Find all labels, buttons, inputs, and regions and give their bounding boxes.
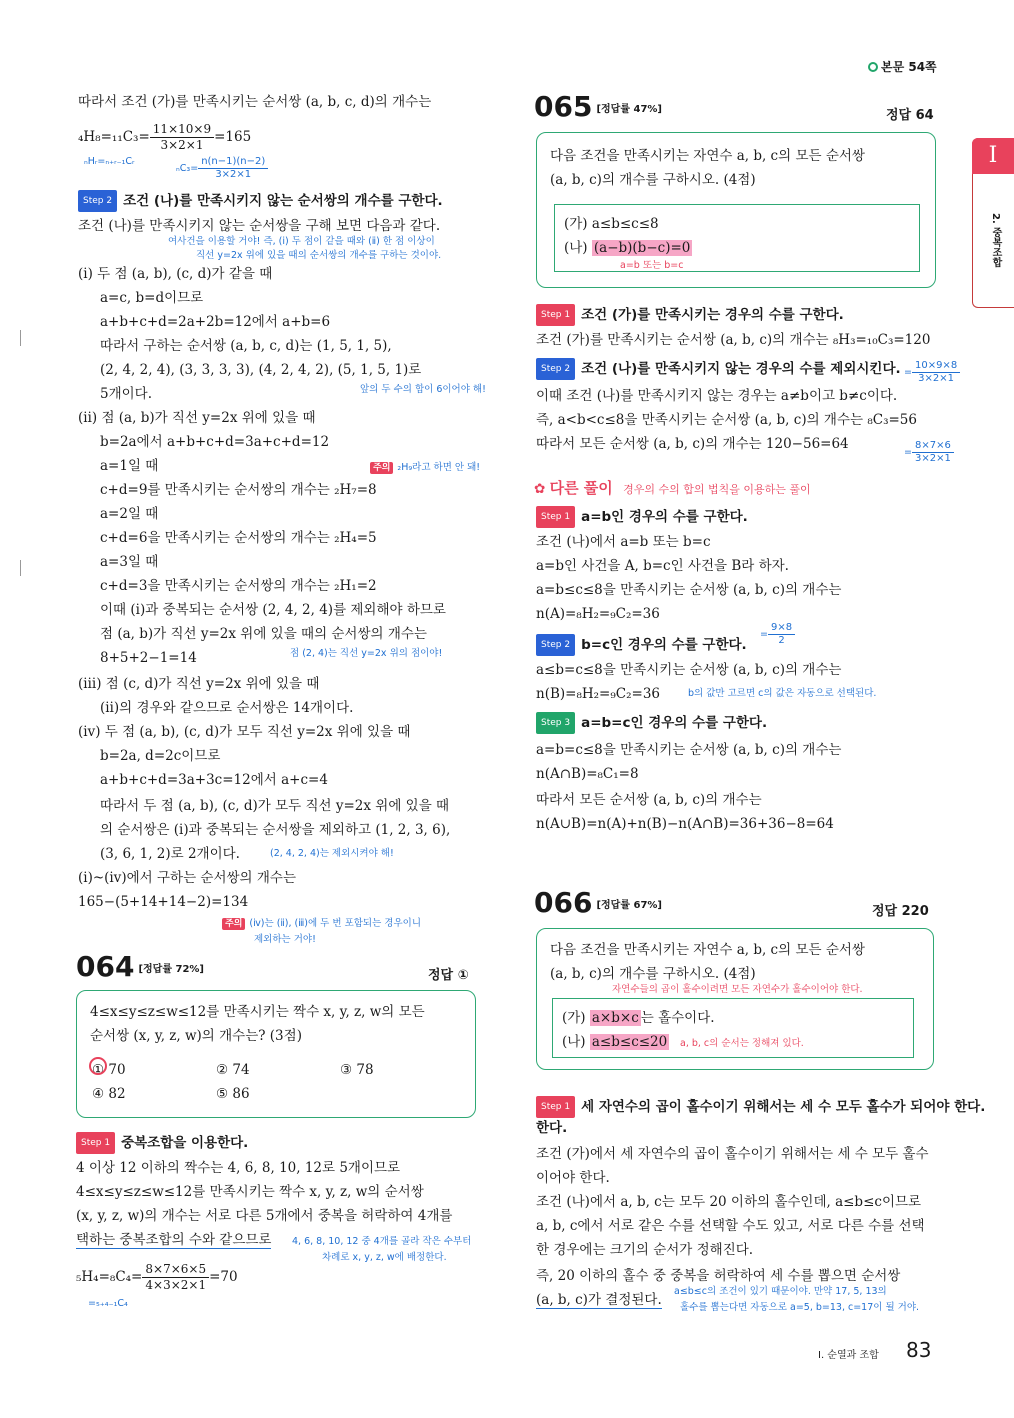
step-badge: Step 3 — [536, 712, 575, 734]
choice-4[interactable] — [92, 1084, 126, 1104]
annotation: 앞의 두 수의 합이 6이어야 해! — [360, 384, 486, 395]
step-badge: Step 2 — [78, 190, 117, 212]
fraction-numerator: 10×9×8 — [912, 360, 960, 373]
annotation: a, b, c의 순서는 정해져 있다. — [680, 1038, 804, 1049]
formula-line — [78, 122, 251, 153]
question-line: 다음 조건을 만족시키는 자연수 a, b, c의 모든 순서쌍 — [550, 942, 865, 958]
choice-text: ⑤ 86 — [216, 1086, 250, 1102]
step-title: 조건 (가)를 만족시키는 경우의 수를 구한다. — [581, 307, 844, 323]
binding-mark — [20, 560, 21, 576]
problem-number-text: 066 — [534, 886, 593, 919]
formula-lhs: ₅H₄=₈C₄= — [76, 1269, 143, 1285]
accuracy-rate: [정답률 72%] — [138, 964, 204, 975]
step-badge: Step 1 — [536, 1096, 575, 1118]
annotation: 직선 y=2x 위에 있을 때의 순서쌍의 개수를 구하는 것이야. — [196, 250, 442, 261]
answer-label: 정답 220 — [872, 904, 929, 919]
text-line: a=b인 사건을 A, b=c인 사건을 B라 하자. — [536, 558, 789, 574]
text-line: 따라서 조건 (가)를 만족시키는 순서쌍 (a, b, c, d)의 개수는 — [78, 94, 432, 110]
text-line: 4 이상 12 이하의 짝수는 4, 6, 8, 10, 12로 5개이므로 — [76, 1160, 401, 1176]
text-line: 조건 (나)에서 a, b, c는 모두 20 이하의 홀수인데, a≤b≤c이므로 — [536, 1194, 922, 1210]
page-number: 83 — [906, 1338, 932, 1362]
condition-suffix: 는 홀수이다. — [640, 1010, 715, 1026]
problem-number-text: 065 — [534, 90, 593, 123]
text-line: 따라서 구하는 순서쌍 (a, b, c, d)는 (1, 5, 1, 5), — [100, 338, 392, 354]
text-line: 즉, 20 이하의 홀수 중 중복을 허락하여 세 수를 뽑으면 순서쌍 — [536, 1268, 901, 1284]
fraction-denominator: 3×2×1 — [160, 138, 204, 152]
formula-rhs: =165 — [214, 129, 252, 145]
formula-annotation — [176, 156, 268, 181]
text-line: a=2일 때 — [100, 506, 159, 522]
text-line: n(A)=₈H₂=₉C₂=36 — [536, 606, 660, 622]
accuracy-rate: [정답률 67%] — [596, 900, 662, 911]
text-line: a=1일 때 — [100, 458, 159, 474]
text-line: 8+5+2−1=14 — [100, 650, 197, 666]
text-line: a=3일 때 — [100, 554, 159, 570]
text-line: (3, 6, 1, 2)로 2개이다. — [100, 846, 240, 862]
flower-icon: ✿ — [534, 481, 546, 497]
fraction — [912, 360, 960, 385]
answer-label: 정답 64 — [886, 108, 934, 123]
chapter-tab-numeral: I — [972, 138, 1014, 174]
step-heading — [536, 634, 747, 656]
text-line: (ⅰ) 두 점 (a, b), (c, d)가 같을 때 — [78, 266, 273, 282]
fraction-numerator: 11×10×9 — [150, 122, 214, 138]
fraction — [912, 440, 954, 465]
text-line: c+d=3을 만족시키는 순서쌍의 개수는 ₂H₁=2 — [100, 578, 377, 594]
binding-mark — [20, 330, 21, 346]
choice-text: ③ 78 — [340, 1062, 374, 1078]
fraction-denominator: 3×2×1 — [914, 453, 951, 464]
condition-line — [564, 238, 692, 258]
condition-prefix: (가) — [562, 1010, 590, 1026]
choice-5[interactable] — [216, 1084, 250, 1104]
page-reference — [868, 58, 937, 75]
alternate-title: 다른 풀이 — [549, 479, 613, 497]
formula-rhs: =70 — [209, 1269, 238, 1285]
formula-annotation: =₅₊₄₋₁C₄ — [88, 1298, 128, 1309]
annotation-text: (ⅳ)는 (ⅱ), (ⅲ)에 두 번 포함되는 경우이니 — [249, 918, 422, 929]
fraction-denominator: 2 — [778, 635, 785, 646]
annotation: (2, 4, 2, 4)는 제외시켜야 해! — [270, 848, 394, 859]
warning-badge: 주의 — [370, 462, 393, 474]
text-line: 조건 (가)에서 세 자연수의 곱이 홀수이기 위해서는 세 수 모두 홀수 — [536, 1146, 929, 1162]
step-heading — [536, 304, 844, 326]
footer-chapter: Ⅰ. 순열과 조합 — [818, 1350, 879, 1361]
condition-prefix: (나) — [564, 240, 592, 256]
text-line: a, b, c에서 서로 같은 수를 선택할 수도 있고, 서로 다른 수를 선택 — [536, 1218, 925, 1234]
condition-prefix: (나) — [562, 1034, 590, 1050]
fraction — [150, 122, 214, 153]
text-line: a≤b=c≤8을 만족시키는 순서쌍 (a, b, c)의 개수는 — [536, 662, 842, 678]
step-badge: Step 1 — [536, 506, 575, 528]
problem-number — [76, 952, 204, 985]
question-line: (a, b, c)의 개수를 구하시오. (4점) — [550, 172, 756, 188]
text-line: 5개이다. — [100, 386, 153, 402]
text-line: n(B)=₈H₂=₉C₂=36 — [536, 686, 661, 702]
highlighted-text: a≤b≤c≤20 — [591, 1034, 668, 1050]
text-line: n(A∩B)=₈C₁=8 — [536, 766, 639, 782]
highlighted-text: a×b×c — [591, 1010, 639, 1026]
underlined-text: (a, b, c)가 결정된다. — [536, 1292, 662, 1308]
choice-text: ② 74 — [216, 1062, 250, 1078]
text-line: b=2a, d=2c이므로 — [100, 748, 221, 764]
formula-annotation: = $\frac{8\times 7\times 6}{3\times 2\times 1}$ — [904, 440, 954, 465]
problem-number-text: 064 — [76, 950, 135, 983]
step-heading — [536, 506, 748, 528]
check-mark-icon — [89, 1057, 107, 1075]
text-line: 따라서 모든 순서쌍 (a, b, c)의 개수는 — [536, 792, 762, 808]
choice-3[interactable] — [340, 1060, 374, 1080]
choice-2[interactable] — [216, 1060, 250, 1080]
fraction-denominator: 3×2×1 — [918, 373, 954, 384]
formula-annotation: ₙHᵣ=ₙ₊ᵣ₋₁Cᵣ — [84, 156, 135, 167]
annotation: 자연수들의 곱이 홀수이려면 모든 자연수가 홀수이어야 한다. — [612, 984, 863, 995]
text-line: 따라서 모든 순서쌍 (a, b, c)의 개수는 120−56=64 — [536, 436, 849, 452]
text-line: 이때 조건 (나)를 만족시키지 않는 경우는 a≠b이고 b≠c이다. — [536, 388, 898, 404]
step-heading — [536, 358, 901, 380]
fraction-denominator: 4×3×2×1 — [145, 1278, 207, 1292]
fraction-numerator: 9×8 — [768, 622, 795, 635]
text-line: 조건 (나)에서 a=b 또는 b=c — [536, 534, 711, 550]
text-line: 이때 (ⅰ)과 중복되는 순서쌍 (2, 4, 2, 4)를 제외해야 하므로 — [100, 602, 446, 618]
step-heading — [536, 712, 767, 734]
circle-icon — [868, 62, 878, 72]
fraction — [768, 622, 795, 647]
text-line: a+b+c+d=3a+3c=12에서 a+c=4 — [100, 772, 328, 788]
highlighted-text: (a−b)(b−c)=0 — [593, 240, 691, 256]
condition-line — [562, 1032, 669, 1052]
formula-annotation: = $\frac{10\times 9\times 8}{3\times 2\times 1}$ — [904, 360, 960, 385]
annotation: 여사건을 이용할 거야! 즉, (ⅰ) 두 점이 같을 때와 (ⅱ) 한 점 이상이 — [168, 236, 435, 247]
alternate-solution-heading — [534, 478, 811, 500]
text-line: (ⅰ)~(ⅳ)에서 구하는 순서쌍의 개수는 — [78, 870, 297, 886]
text-line: n(A∪B)=n(A)+n(B)−n(A∩B)=36+36−8=64 — [536, 816, 834, 832]
annotation: b의 값만 고르면 c의 값은 자동으로 선택된다. — [688, 688, 877, 699]
page-reference-text: 본문 54쪽 — [881, 60, 937, 74]
text-line: c+d=6을 만족시키는 순서쌍의 개수는 ₂H₄=5 — [100, 530, 377, 546]
step-heading — [78, 190, 443, 212]
question-line: 다음 조건을 만족시키는 자연수 a, b, c의 모든 순서쌍 — [550, 148, 865, 164]
text-line — [76, 1230, 271, 1250]
step-heading — [76, 1132, 248, 1154]
warning-annotation — [222, 918, 421, 930]
step-title: 조건 (나)를 만족시키지 않는 경우의 수를 제외시킨다. — [581, 361, 901, 377]
problem-number — [534, 888, 662, 921]
text-line: a+b+c+d=2a+2b=12에서 a+b=6 — [100, 314, 331, 330]
text-line: 4≤x≤y≤z≤w≤12를 만족시키는 짝수 x, y, z, w의 순서쌍 — [76, 1184, 424, 1200]
text-line: a=b≤c≤8을 만족시키는 순서쌍 (a, b, c)의 개수는 — [536, 582, 842, 598]
choice-text: ① 70 — [92, 1062, 126, 1078]
annotation: 차례로 x, y, z, w에 배정한다. — [322, 1252, 447, 1263]
formula-annotation: = $\frac{9\times 8}{2}$ — [760, 622, 795, 647]
annotation-text: ₂H₉라고 하면 안 돼! — [397, 462, 481, 473]
text-line: 조건 (나)를 만족시키지 않는 순서쌍을 구해 보면 다음과 같다. — [78, 218, 441, 234]
annotation: a=b 또는 b=c — [620, 260, 684, 271]
condition-line — [562, 1008, 715, 1028]
step-badge: Step 2 — [536, 358, 575, 380]
answer-label: 정답 ① — [428, 968, 469, 983]
text-line: (2, 4, 2, 4), (3, 3, 3, 3), (4, 2, 4, 2), (5, 1, 5, 1)로 — [100, 362, 422, 378]
text-line: 점 (a, b)가 직선 y=2x 위에 있을 때의 순서쌍의 개수는 — [100, 626, 427, 642]
text-line: c+d=9를 만족시키는 순서쌍의 개수는 ₂H₇=8 — [100, 482, 377, 498]
step-badge: Step 1 — [536, 304, 575, 326]
step-title: 중복조합을 이용한다. — [121, 1135, 249, 1151]
fraction-numerator: n(n−1)(n−2) — [198, 156, 268, 169]
question-line: 4≤x≤y≤z≤w≤12를 만족시키는 짝수 x, y, z, w의 모든 — [90, 1004, 425, 1020]
condition-line: (가) a≤b≤c≤8 — [564, 216, 659, 232]
question-line: (a, b, c)의 개수를 구하시오. (4점) — [550, 966, 756, 982]
step-badge: Step 1 — [76, 1132, 115, 1154]
step-title: 조건 (나)를 만족시키지 않는 순서쌍의 개수를 구한다. — [123, 193, 443, 209]
choice-text: ④ 82 — [92, 1086, 126, 1102]
step-badge: Step 2 — [536, 634, 575, 656]
text-line: 이어야 한다. — [536, 1170, 610, 1186]
problem-number — [534, 92, 662, 125]
step-title: a=b인 경우의 수를 구한다. — [581, 509, 748, 525]
annotation: 제외하는 거야! — [254, 934, 316, 945]
text-line: 165−(5+14+14−2)=134 — [78, 894, 249, 910]
annotation: 4, 6, 8, 10, 12 중 4개를 골라 작은 수부터 — [292, 1236, 472, 1247]
text-line: (ⅱ)의 경우와 같으므로 순서쌍은 14개이다. — [100, 700, 354, 716]
text-line: 즉, a<b<c≤8을 만족시키는 순서쌍 (a, b, c)의 개수는 ₈C₃=56 — [536, 412, 917, 428]
text-line: 의 순서쌍은 (ⅰ)과 중복되는 순서쌍을 제외하고 (1, 2, 3, 6), — [100, 822, 451, 838]
accuracy-rate: [정답률 47%] — [596, 104, 662, 115]
text-line — [536, 1290, 662, 1310]
text-line: 조건 (가)를 만족시키는 순서쌍 (a, b, c)의 개수는 ₈H₃=₁₀C₃=120 — [536, 332, 931, 348]
step-title-continued: 한다. — [536, 1120, 568, 1136]
text-line: (x, y, z, w)의 개수는 서로 다른 5개에서 중복을 허락하여 4개를 — [76, 1208, 453, 1224]
annotation: a≤b≤c의 조건이 있기 때문이야. 만약 17, 5, 13의 — [674, 1286, 887, 1297]
text-line: 한 경우에는 크기의 순서가 정해진다. — [536, 1242, 754, 1258]
step-heading — [536, 1096, 985, 1118]
annotation-text: ₙC₃= — [176, 163, 199, 174]
alternate-subtitle: 경우의 수의 합의 법칙을 이용하는 풀이 — [623, 483, 811, 496]
formula-line — [76, 1262, 238, 1293]
text-line: (ⅳ) 두 점 (a, b), (c, d)가 모두 직선 y=2x 위에 있을 때 — [78, 724, 411, 740]
text-line: b=2a에서 a+b+c+d=3a+c+d=12 — [100, 434, 330, 450]
warning-badge: 주의 — [222, 918, 245, 930]
annotation: 홀수를 뽑는다면 자동으로 a=5, b=13, c=17이 될 거야. — [680, 1302, 920, 1313]
fraction-numerator: 8×7×6 — [912, 440, 954, 453]
step-title: a=b=c인 경우의 수를 구한다. — [581, 715, 768, 731]
fraction-numerator: 8×7×6×5 — [142, 1262, 209, 1278]
text-line: (ⅲ) 점 (c, d)가 직선 y=2x 위에 있을 때 — [78, 676, 320, 692]
chapter-tab-section: 2. 중복조합 — [990, 212, 1001, 268]
step-title: 세 자연수의 곱이 홀수이기 위해서는 세 수 모두 홀수가 되어야 한다. — [581, 1099, 986, 1115]
annotation: 점 (2, 4)는 직선 y=2x 위의 점이야! — [290, 648, 443, 659]
warning-annotation — [370, 462, 480, 474]
formula-lhs: ₄H₈=₁₁C₃= — [78, 129, 150, 145]
text-line: a=b=c≤8을 만족시키는 순서쌍 (a, b, c)의 개수는 — [536, 742, 842, 758]
fraction-denominator: 3×2×1 — [215, 169, 252, 180]
fraction — [142, 1262, 209, 1293]
step-title: b=c인 경우의 수를 구한다. — [581, 637, 747, 653]
question-line: 순서쌍 (x, y, z, w)의 개수는? (3점) — [90, 1028, 302, 1044]
fraction — [198, 156, 268, 181]
underlined-text: 택하는 중복조합의 수와 같으므로 — [76, 1232, 272, 1248]
text-line: a=c, b=d이므로 — [100, 290, 204, 306]
text-line: 따라서 두 점 (a, b), (c, d)가 모두 직선 y=2x 위에 있을 때 — [100, 798, 450, 814]
text-line: (ⅱ) 점 (a, b)가 직선 y=2x 위에 있을 때 — [78, 410, 316, 426]
